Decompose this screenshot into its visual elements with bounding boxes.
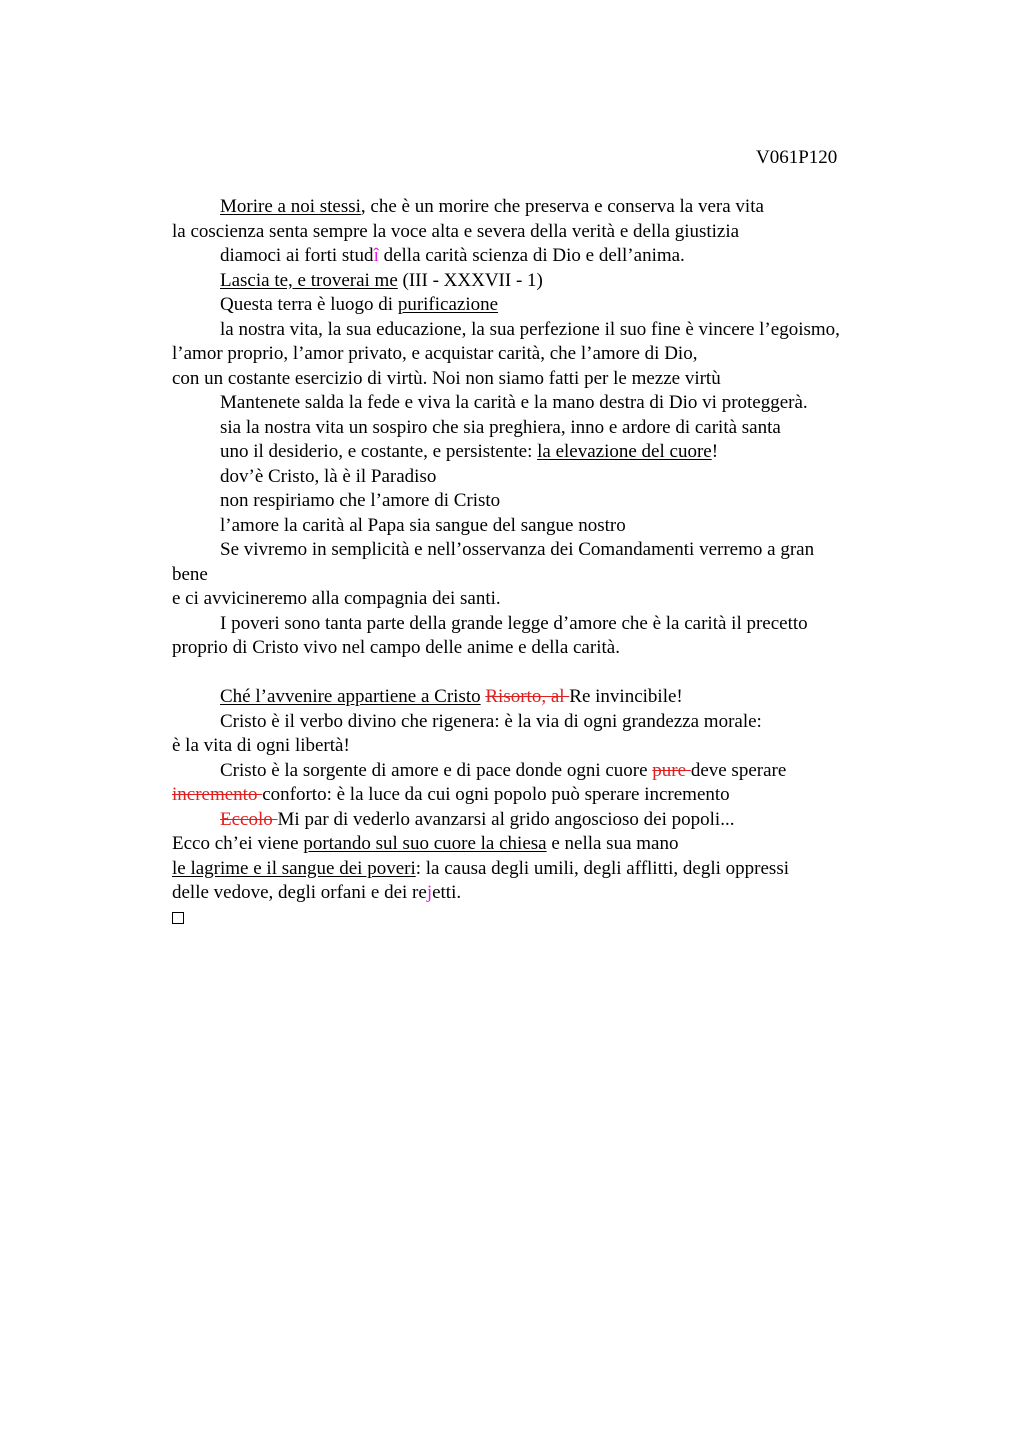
- text-line: [172, 342, 912, 367]
- text-run: l’amor proprio, l’amor privato, e acquistar carità, che l’amore di Dio,: [172, 343, 698, 364]
- text-run: Mantenete salda la fede e viva la carità e la mano destra di Dio vi proteggerà.: [220, 392, 808, 413]
- text-run: non respiriamo che l’amore di Cristo: [220, 490, 501, 511]
- text-run: !: [711, 441, 719, 462]
- text-line: [172, 465, 912, 490]
- text-run: Cristo è il verbo divino che rigenera: è la via di ogni grandezza morale:: [220, 710, 762, 732]
- underlined-phrase: Ché l’avvenire appartiene a Cristo: [220, 686, 481, 707]
- deleted-text: Eccolo: [220, 808, 278, 830]
- text-run: l’amore la carità al Papa sia sangue del sangue nostro: [220, 514, 626, 536]
- text-run: bene: [172, 563, 208, 585]
- text-run: Se vivremo in semplicità e nell’osservanza dei Comandamenti verremo a gran: [220, 539, 815, 560]
- underlined-phrase: purificazione: [397, 294, 499, 315]
- document-body: [172, 195, 912, 930]
- text-line: [172, 808, 912, 833]
- text-line: [172, 563, 912, 588]
- underlined-phrase: la elevazione del cuore: [537, 441, 712, 462]
- text-line: [172, 759, 912, 784]
- text-run: la nostra vita, la sua educazione, la sua perfezione il suo fine è vincere l’egoismo,: [220, 318, 840, 340]
- text-run: uno il desiderio, e costante, e persistente:: [220, 441, 538, 462]
- text-run: e ci avvicineremo alla compagnia dei santi.: [172, 588, 501, 609]
- underlined-phrase: Lascia te, e troverai me: [220, 269, 398, 291]
- text-run: conforto: è la luce da cui ogni popolo può sperare incremento: [262, 784, 730, 805]
- text-line: [172, 783, 912, 808]
- text-run: dov’è Cristo, là è il Paradiso: [220, 465, 437, 487]
- text-line: [172, 244, 912, 269]
- deleted-text: Risorto, al: [485, 686, 570, 707]
- deleted-text: incremento: [172, 784, 263, 805]
- text-run: deve sperare: [690, 759, 787, 781]
- text-run: la coscienza senta sempre la voce alta e severa della verità e della giustizia: [172, 220, 740, 242]
- text-run: e nella sua mano: [546, 833, 679, 854]
- text-run: : la causa degli umili, degli afflitti, degli oppressi: [415, 857, 789, 879]
- text-line: [172, 220, 912, 245]
- text-run: Re invincibile!: [569, 686, 683, 707]
- text-run: Mi par di vederlo avanzarsi al grido angoscioso dei popoli...: [277, 808, 735, 830]
- text-run: con un costante esercizio di virtù. Noi non siamo fatti per le mezze virtù: [172, 367, 721, 389]
- text-run: , che è un morire che preserva e conserva la vera vita: [360, 196, 764, 217]
- end-marker-line: [172, 906, 912, 931]
- text-line: [172, 416, 912, 441]
- text-run: diamoci ai forti stud: [220, 245, 374, 266]
- underlined-phrase: Morire a noi stessi: [220, 196, 361, 217]
- underlined-phrase: portando sul suo cuore la chiesa: [303, 833, 547, 854]
- inserted-character: j: [426, 882, 433, 903]
- text-line: [172, 367, 912, 392]
- text-line: [172, 710, 912, 735]
- text-run: della carità scienza di Dio e dell’anima.: [378, 245, 685, 266]
- text-line: [172, 318, 912, 343]
- text-line: [172, 391, 912, 416]
- blank-line: [172, 661, 912, 686]
- text-run: è la vita di ogni libertà!: [172, 735, 350, 756]
- text-line: [172, 857, 912, 882]
- text-line: [172, 734, 912, 759]
- text-run: delle vedove, degli orfani e dei re: [172, 882, 427, 903]
- text-run: sia la nostra vita un sospiro che sia preghiera, inno e ardore di carità santa: [220, 416, 781, 438]
- text-run: Questa terra è luogo di: [220, 294, 398, 315]
- text-run: proprio di Cristo vivo nel campo delle anime e della carità.: [172, 637, 620, 658]
- text-line: [172, 440, 912, 465]
- text-line: [172, 881, 912, 906]
- text-line: [172, 612, 912, 637]
- text-line: [172, 489, 912, 514]
- text-line: [172, 195, 912, 220]
- text-line: [172, 685, 912, 710]
- text-run: Ecco ch’ei viene: [172, 833, 304, 854]
- text-run: etti.: [432, 882, 462, 903]
- text-run: Cristo è la sorgente di amore e di pace donde ogni cuore: [220, 759, 653, 781]
- text-line: [172, 293, 912, 318]
- underlined-phrase: le lagrime e il sangue dei poveri: [172, 857, 416, 879]
- text-run: I poveri sono tanta parte della grande legge d’amore che è la carità il precetto: [220, 612, 808, 634]
- text-line: [172, 538, 912, 563]
- deleted-text: pure: [652, 759, 691, 781]
- end-of-text-box-icon: [172, 912, 184, 924]
- text-line: [172, 636, 912, 661]
- text-line: [172, 514, 912, 539]
- page-identifier: V061P120: [756, 147, 838, 168]
- inserted-character: î: [373, 245, 379, 266]
- text-line: [172, 269, 912, 294]
- text-line: [172, 587, 912, 612]
- text-run: (III - XXXVII - 1): [397, 269, 543, 291]
- text-line: [172, 832, 912, 857]
